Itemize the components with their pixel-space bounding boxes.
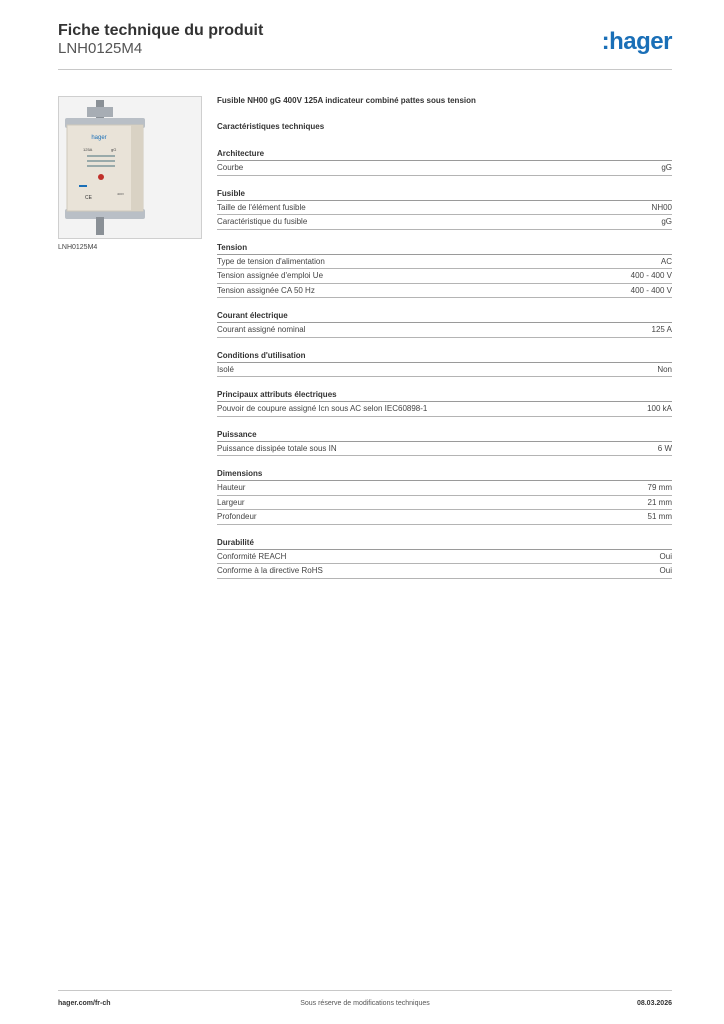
spec-row (217, 496, 672, 511)
label-ce: CE (85, 195, 92, 201)
spec-label: Tension assignée CA 50 Hz (217, 285, 315, 295)
spec-label: Hauteur (217, 483, 246, 492)
spec-value: AC (660, 256, 672, 266)
spec-value: 400 - 400 V (630, 271, 672, 280)
spec-section (217, 242, 672, 299)
spec-row (217, 284, 672, 299)
product-title: Fusible NH00 gG 400V 125A indicateur combiné pattes sous tension (217, 96, 476, 105)
spec-label: Isolé (217, 364, 234, 374)
spec-row (217, 323, 672, 338)
footer-disclaimer: Sous réserve de modifications techniques (300, 1000, 430, 1007)
spec-section (217, 148, 672, 176)
section-title: Architecture (217, 148, 672, 161)
spec-row (217, 255, 672, 270)
section-title: Tension (217, 242, 672, 255)
specs-heading: Caractéristiques techniques (217, 122, 325, 131)
fuse-illustration (59, 97, 201, 238)
section-title: Durabilité (217, 537, 672, 550)
spec-label: Courbe (217, 163, 244, 172)
section-title: Puissance (217, 429, 672, 442)
section-title: Fusible (217, 188, 672, 201)
page-header (58, 20, 672, 70)
section-title: Principaux attributs électriques (217, 389, 672, 402)
spec-value: 51 mm (647, 512, 672, 521)
spec-value: NH00 (651, 202, 672, 212)
spec-label: Conformité REACH (217, 551, 287, 561)
label-rating: 125A (83, 147, 93, 152)
spec-label: Taille de l'élément fusible (217, 202, 306, 212)
spec-row (217, 269, 672, 284)
spec-row (217, 201, 672, 216)
spec-row (217, 550, 672, 565)
label-voltage: 400V (117, 192, 125, 196)
spec-label: Pouvoir de coupure assigné Icn sous AC selon IEC60898-1 (217, 404, 428, 413)
spec-section (217, 350, 672, 378)
spec-value: 400 - 400 V (630, 285, 672, 295)
label-class: gG (111, 147, 117, 152)
spec-label: Caractéristique du fusible (217, 217, 308, 226)
spec-row (217, 510, 672, 525)
spec-label: Courant assigné nominal (217, 325, 306, 334)
spec-value: 6 W (657, 443, 672, 453)
spec-label: Puissance dissipée totale sous IN (217, 443, 337, 453)
product-image (58, 96, 202, 239)
spec-section (217, 468, 672, 525)
spec-row (217, 161, 672, 176)
spec-sections (217, 148, 672, 579)
spec-row (217, 215, 672, 230)
spec-label: Profondeur (217, 512, 257, 521)
spec-value: Non (657, 364, 672, 374)
spec-section (217, 537, 672, 579)
spec-section (217, 188, 672, 230)
spec-value: 125 A (651, 325, 672, 334)
product-reference: LNH0125M4 (58, 40, 143, 57)
image-caption: LNH0125M4 (58, 244, 98, 251)
spec-label: Largeur (217, 497, 245, 507)
spec-row (217, 363, 672, 378)
spec-section (217, 310, 672, 338)
footer-date: 08.03.2026 (636, 1000, 672, 1007)
spec-value: 79 mm (647, 483, 672, 492)
section-title: Courant électrique (217, 310, 672, 323)
spec-value: gG (661, 163, 672, 172)
document-title: Fiche technique du produit (58, 22, 264, 39)
spec-value: 100 kA (647, 404, 672, 413)
spec-label: Conforme à la directive RoHS (217, 566, 323, 575)
spec-value: Oui (659, 566, 672, 575)
spec-value: gG (661, 217, 672, 226)
spec-value: Oui (659, 551, 672, 561)
spec-row (217, 442, 672, 457)
page-footer (58, 990, 672, 1020)
section-title: Dimensions (217, 468, 672, 481)
spec-value: 21 mm (647, 497, 672, 507)
hager-logo: :hager (601, 28, 672, 55)
footer-website[interactable]: hager.com/fr-ch (58, 1000, 111, 1007)
spec-label: Tension assignée d'emploi Ue (217, 271, 324, 280)
spec-section (217, 389, 672, 417)
specifications (217, 96, 672, 579)
spec-section (217, 429, 672, 457)
label-brand: hager (91, 135, 107, 141)
section-title: Conditions d'utilisation (217, 350, 672, 363)
spec-row (217, 402, 672, 417)
spec-row (217, 481, 672, 496)
spec-row (217, 564, 672, 579)
spec-label: Type de tension d'alimentation (217, 256, 325, 266)
